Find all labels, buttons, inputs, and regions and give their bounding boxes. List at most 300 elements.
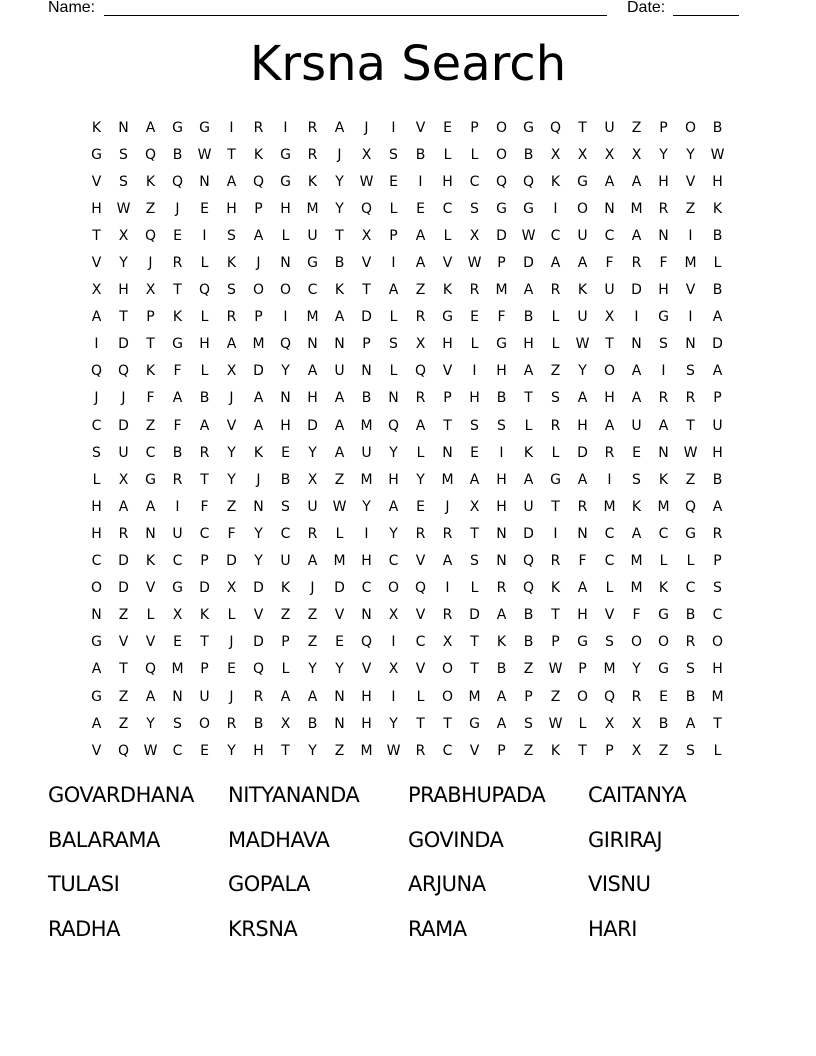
grid-letter[interactable]: K [550,173,561,190]
grid-letter[interactable]: M [252,336,265,353]
grid-letter[interactable]: L [713,742,722,759]
grid-letter[interactable]: V [145,634,156,651]
grid-letter[interactable]: T [443,417,452,434]
grid-letter[interactable]: D [199,580,210,597]
grid-letter[interactable]: Q [144,227,157,244]
grid-letter[interactable]: R [415,742,426,759]
grid-letter[interactable]: R [307,119,318,136]
grid-letter[interactable]: J [229,688,234,705]
grid-letter[interactable]: A [307,363,318,380]
grid-letter[interactable]: X [631,742,642,759]
grid-letter[interactable]: B [523,634,534,651]
grid-letter[interactable]: L [605,580,614,597]
grid-letter[interactable]: Y [281,363,290,380]
grid-letter[interactable]: W [197,146,212,163]
grid-letter[interactable]: S [524,715,533,732]
grid-letter[interactable]: M [306,309,319,326]
grid-letter[interactable]: I [634,309,639,326]
grid-letter[interactable]: J [337,146,342,163]
grid-letter[interactable]: B [496,390,507,407]
grid-letter[interactable]: G [658,607,669,624]
grid-letter[interactable]: P [713,390,722,407]
grid-letter[interactable]: Z [118,688,129,705]
grid-letter[interactable]: B [172,146,183,163]
grid-letter[interactable]: X [631,715,642,732]
grid-letter[interactable]: B [685,688,696,705]
grid-letter[interactable]: O [630,634,643,651]
grid-letter[interactable]: T [227,146,236,163]
grid-letter[interactable]: G [658,661,669,678]
grid-letter[interactable]: T [416,715,425,732]
grid-letter[interactable]: E [200,742,209,759]
grid-letter[interactable]: L [200,255,209,272]
grid-letter[interactable]: T [578,742,587,759]
grid-letter[interactable]: C [415,634,426,651]
grid-letter[interactable]: C [550,227,561,244]
grid-letter[interactable]: R [226,715,237,732]
grid-letter[interactable]: A [415,417,426,434]
grid-letter[interactable]: G [280,173,291,190]
grid-letter[interactable]: N [685,336,696,353]
grid-letter[interactable]: J [256,255,261,272]
grid-letter[interactable]: H [91,200,102,217]
grid-letter[interactable]: K [145,173,156,190]
grid-letter[interactable]: X [631,146,642,163]
grid-letter[interactable]: Y [254,525,263,542]
grid-letter[interactable]: S [686,742,695,759]
grid-letter[interactable]: N [496,525,507,542]
grid-letter[interactable]: W [386,742,401,759]
grid-letter[interactable]: R [118,525,129,542]
grid-letter[interactable]: G [172,580,183,597]
grid-letter[interactable]: Q [144,661,157,678]
grid-letter[interactable]: U [118,444,129,461]
grid-letter[interactable]: A [631,525,642,542]
grid-letter[interactable]: S [632,471,641,488]
grid-letter[interactable]: L [686,553,695,570]
grid-letter[interactable]: A [388,498,399,515]
grid-letter[interactable]: O [90,580,103,597]
grid-letter[interactable]: Z [307,634,318,651]
grid-letter[interactable]: T [92,227,101,244]
grid-letter[interactable]: R [550,282,561,299]
grid-letter[interactable]: H [226,200,237,217]
grid-letter[interactable]: P [659,119,668,136]
grid-letter[interactable]: G [577,634,588,651]
grid-letter[interactable]: J [175,200,180,217]
grid-letter[interactable]: Y [146,715,155,732]
grid-letter[interactable]: B [253,715,264,732]
grid-letter[interactable]: K [523,444,534,461]
grid-letter[interactable]: X [469,227,480,244]
grid-letter[interactable]: A [415,227,426,244]
grid-letter[interactable]: F [200,498,209,515]
grid-letter[interactable]: I [283,309,288,326]
grid-letter[interactable]: Y [632,661,641,678]
grid-letter[interactable]: X [415,336,426,353]
grid-letter[interactable]: A [91,661,102,678]
grid-letter[interactable]: Z [118,607,129,624]
grid-letter[interactable]: R [442,607,453,624]
grid-letter[interactable]: P [254,309,263,326]
grid-letter[interactable]: H [388,471,399,488]
grid-letter[interactable]: Z [280,607,291,624]
grid-letter[interactable]: R [496,580,507,597]
grid-letter[interactable]: X [226,363,237,380]
grid-letter[interactable]: M [630,200,643,217]
grid-letter[interactable]: O [252,282,265,299]
grid-letter[interactable]: G [91,634,102,651]
grid-letter[interactable]: Y [308,742,317,759]
grid-letter[interactable]: R [685,390,696,407]
grid-letter[interactable]: W [575,336,590,353]
grid-letter[interactable]: X [442,634,453,651]
grid-letter[interactable]: N [388,390,399,407]
grid-letter[interactable]: E [200,200,209,217]
grid-letter[interactable]: S [605,634,614,651]
grid-letter[interactable]: W [710,146,725,163]
grid-letter[interactable]: I [94,336,99,353]
grid-letter[interactable]: W [548,715,563,732]
grid-letter[interactable]: Z [118,715,129,732]
grid-letter[interactable]: M [360,471,373,488]
grid-letter[interactable]: Y [335,173,344,190]
grid-letter[interactable]: X [307,471,318,488]
grid-letter[interactable]: K [712,200,723,217]
grid-letter[interactable]: A [631,173,642,190]
grid-letter[interactable]: C [361,580,372,597]
grid-letter[interactable]: N [496,553,507,570]
grid-letter[interactable]: S [281,498,290,515]
grid-letter[interactable]: X [469,498,480,515]
grid-letter[interactable]: A [118,498,129,515]
grid-letter[interactable]: A [604,173,615,190]
grid-letter[interactable]: A [145,498,156,515]
grid-letter[interactable]: H [658,173,669,190]
grid-letter[interactable]: X [604,146,615,163]
grid-letter[interactable]: T [146,336,155,353]
grid-letter[interactable]: Y [389,525,398,542]
grid-letter[interactable]: L [200,363,209,380]
grid-letter[interactable]: T [713,715,722,732]
grid-letter[interactable]: D [334,580,345,597]
grid-letter[interactable]: H [442,336,453,353]
grid-letter[interactable]: X [388,607,399,624]
grid-letter[interactable]: O [576,688,589,705]
grid-letter[interactable]: A [523,471,534,488]
grid-letter[interactable]: R [658,200,669,217]
grid-letter[interactable]: A [145,688,156,705]
grid-letter[interactable]: H [604,390,615,407]
grid-letter[interactable]: L [578,715,587,732]
grid-letter[interactable]: L [146,607,155,624]
grid-letter[interactable]: B [712,119,723,136]
grid-letter[interactable]: A [91,715,102,732]
grid-letter[interactable]: U [577,227,588,244]
grid-letter[interactable]: H [496,471,507,488]
grid-letter[interactable]: U [604,282,615,299]
grid-letter[interactable]: I [445,580,450,597]
grid-letter[interactable]: L [443,146,452,163]
grid-letter[interactable]: N [307,336,318,353]
grid-letter[interactable]: B [496,661,507,678]
grid-letter[interactable]: K [226,255,237,272]
grid-letter[interactable]: O [279,282,292,299]
grid-letter[interactable]: G [496,200,507,217]
name-blank-line[interactable] [104,15,607,16]
grid-letter[interactable]: U [199,688,210,705]
grid-letter[interactable]: H [523,336,534,353]
grid-letter[interactable]: S [173,715,182,732]
grid-letter[interactable]: L [470,336,479,353]
grid-letter[interactable]: W [521,227,536,244]
grid-letter[interactable]: Z [307,607,318,624]
grid-letter[interactable]: W [143,742,158,759]
grid-letter[interactable]: V [415,119,426,136]
grid-letter[interactable]: T [362,282,371,299]
grid-letter[interactable]: P [254,200,263,217]
grid-letter[interactable]: I [202,227,207,244]
grid-letter[interactable]: S [470,417,479,434]
grid-letter[interactable]: Z [631,119,642,136]
grid-letter[interactable]: A [550,255,561,272]
grid-letter[interactable]: Y [227,471,236,488]
grid-letter[interactable]: C [388,553,399,570]
grid-letter[interactable]: R [658,390,669,407]
grid-letter[interactable]: E [173,634,182,651]
grid-letter[interactable]: F [173,363,182,380]
grid-letter[interactable]: C [442,742,453,759]
grid-letter[interactable]: P [497,742,506,759]
grid-letter[interactable]: E [335,634,344,651]
grid-letter[interactable]: Y [308,661,317,678]
grid-letter[interactable]: M [468,688,481,705]
grid-letter[interactable]: N [253,498,264,515]
grid-letter[interactable]: K [658,580,669,597]
grid-letter[interactable]: Z [145,417,156,434]
grid-letter[interactable]: C [604,525,615,542]
grid-letter[interactable]: D [577,444,588,461]
grid-letter[interactable]: T [470,661,479,678]
grid-letter[interactable]: T [200,634,209,651]
grid-letter[interactable]: M [603,498,616,515]
grid-letter[interactable]: R [577,498,588,515]
grid-letter[interactable]: E [659,688,668,705]
grid-letter[interactable]: G [172,119,183,136]
grid-letter[interactable]: P [200,661,209,678]
grid-letter[interactable]: P [362,336,371,353]
grid-letter[interactable]: E [416,498,425,515]
grid-letter[interactable]: T [605,336,614,353]
grid-letter[interactable]: Q [198,282,211,299]
grid-letter[interactable]: V [685,173,696,190]
grid-letter[interactable]: Q [549,119,562,136]
grid-letter[interactable]: Y [416,471,425,488]
grid-letter[interactable]: E [281,444,290,461]
grid-letter[interactable]: R [604,444,615,461]
grid-letter[interactable]: N [577,525,588,542]
grid-letter[interactable]: M [630,580,643,597]
grid-letter[interactable]: S [92,444,101,461]
grid-letter[interactable]: M [711,688,724,705]
grid-letter[interactable]: H [577,417,588,434]
grid-letter[interactable]: G [496,336,507,353]
grid-letter[interactable]: G [523,119,534,136]
grid-letter[interactable]: A [307,553,318,570]
grid-letter[interactable]: A [631,390,642,407]
grid-letter[interactable]: A [712,309,723,326]
grid-letter[interactable]: P [713,553,722,570]
grid-letter[interactable]: T [119,661,128,678]
grid-letter[interactable]: A [577,471,588,488]
grid-letter[interactable]: V [604,607,615,624]
grid-letter[interactable]: V [361,661,372,678]
grid-letter[interactable]: H [712,661,723,678]
grid-letter[interactable]: K [172,309,183,326]
grid-letter[interactable]: D [523,525,534,542]
grid-letter[interactable]: T [443,715,452,732]
grid-letter[interactable]: A [145,119,156,136]
grid-letter[interactable]: C [604,227,615,244]
grid-letter[interactable]: U [307,498,318,515]
grid-letter[interactable]: V [415,553,426,570]
grid-letter[interactable]: N [172,688,183,705]
grid-letter[interactable]: A [712,498,723,515]
grid-letter[interactable]: T [686,417,695,434]
grid-letter[interactable]: A [496,607,507,624]
grid-letter[interactable]: B [199,390,210,407]
grid-letter[interactable]: V [91,255,102,272]
grid-letter[interactable]: P [281,634,290,651]
grid-letter[interactable]: S [119,173,128,190]
grid-letter[interactable]: N [91,607,102,624]
grid-letter[interactable]: C [172,553,183,570]
grid-letter[interactable]: W [332,498,347,515]
grid-letter[interactable]: U [172,525,183,542]
grid-letter[interactable]: Y [227,444,236,461]
grid-letter[interactable]: I [553,525,558,542]
grid-letter[interactable]: H [496,363,507,380]
grid-letter[interactable]: Q [522,580,535,597]
grid-letter[interactable]: A [577,390,588,407]
grid-letter[interactable]: R [307,146,318,163]
grid-letter[interactable]: B [307,715,318,732]
grid-letter[interactable]: N [280,390,291,407]
grid-letter[interactable]: C [685,580,696,597]
grid-letter[interactable]: X [118,227,129,244]
grid-letter[interactable]: A [523,282,534,299]
grid-letter[interactable]: S [470,553,479,570]
grid-letter[interactable]: W [683,444,698,461]
grid-letter[interactable]: P [470,119,479,136]
grid-letter[interactable]: D [469,607,480,624]
grid-letter[interactable]: W [359,173,374,190]
grid-letter[interactable]: M [360,417,373,434]
grid-letter[interactable]: O [711,634,724,651]
grid-letter[interactable]: Y [686,146,695,163]
grid-letter[interactable]: Z [334,471,345,488]
grid-letter[interactable]: Z [523,742,534,759]
grid-letter[interactable]: M [360,742,373,759]
grid-letter[interactable]: T [335,227,344,244]
grid-letter[interactable]: F [497,309,506,326]
grid-letter[interactable]: X [604,715,615,732]
grid-letter[interactable]: L [416,688,425,705]
grid-letter[interactable]: C [442,200,453,217]
grid-letter[interactable]: Z [226,498,237,515]
grid-letter[interactable]: Y [335,200,344,217]
grid-letter[interactable]: K [658,471,669,488]
grid-letter[interactable]: U [712,417,723,434]
grid-letter[interactable]: G [523,200,534,217]
grid-letter[interactable]: V [415,661,426,678]
grid-letter[interactable]: K [442,282,453,299]
grid-letter[interactable]: S [713,580,722,597]
grid-letter[interactable]: A [577,580,588,597]
grid-letter[interactable]: U [604,119,615,136]
grid-letter[interactable]: A [253,417,264,434]
grid-letter[interactable]: Y [308,444,317,461]
grid-letter[interactable]: X [388,661,399,678]
grid-letter[interactable]: R [307,525,318,542]
grid-letter[interactable]: O [387,580,400,597]
grid-letter[interactable]: A [577,255,588,272]
grid-letter[interactable]: H [712,444,723,461]
grid-letter[interactable]: P [551,634,560,651]
grid-letter[interactable]: Q [522,173,535,190]
grid-letter[interactable]: A [253,390,264,407]
grid-letter[interactable]: P [146,309,155,326]
grid-letter[interactable]: W [116,200,131,217]
grid-letter[interactable]: I [391,688,396,705]
grid-letter[interactable]: Q [684,498,697,515]
grid-letter[interactable]: X [172,607,183,624]
grid-letter[interactable]: L [659,553,668,570]
grid-letter[interactable]: K [496,634,507,651]
grid-letter[interactable]: L [551,444,560,461]
grid-letter[interactable]: V [685,282,696,299]
grid-letter[interactable]: R [415,525,426,542]
grid-letter[interactable]: M [495,282,508,299]
grid-letter[interactable]: Z [334,742,345,759]
grid-letter[interactable]: T [281,742,290,759]
grid-letter[interactable]: B [334,255,345,272]
grid-letter[interactable]: V [361,255,372,272]
grid-letter[interactable]: I [175,498,180,515]
grid-letter[interactable]: I [688,309,693,326]
grid-letter[interactable]: H [118,282,129,299]
grid-letter[interactable]: R [199,444,210,461]
grid-letter[interactable]: N [334,336,345,353]
grid-letter[interactable]: D [253,634,264,651]
grid-letter[interactable]: X [550,146,561,163]
grid-letter[interactable]: Q [117,742,130,759]
grid-letter[interactable]: S [686,363,695,380]
grid-letter[interactable]: B [712,471,723,488]
grid-letter[interactable]: O [441,688,454,705]
grid-letter[interactable]: R [415,309,426,326]
grid-letter[interactable]: Q [144,146,157,163]
grid-letter[interactable]: L [443,227,452,244]
grid-letter[interactable]: A [91,309,102,326]
grid-letter[interactable]: N [442,444,453,461]
grid-letter[interactable]: E [470,309,479,326]
grid-letter[interactable]: G [685,525,696,542]
grid-letter[interactable]: A [334,444,345,461]
grid-letter[interactable]: U [577,309,588,326]
grid-letter[interactable]: D [118,417,129,434]
grid-letter[interactable]: P [605,742,614,759]
